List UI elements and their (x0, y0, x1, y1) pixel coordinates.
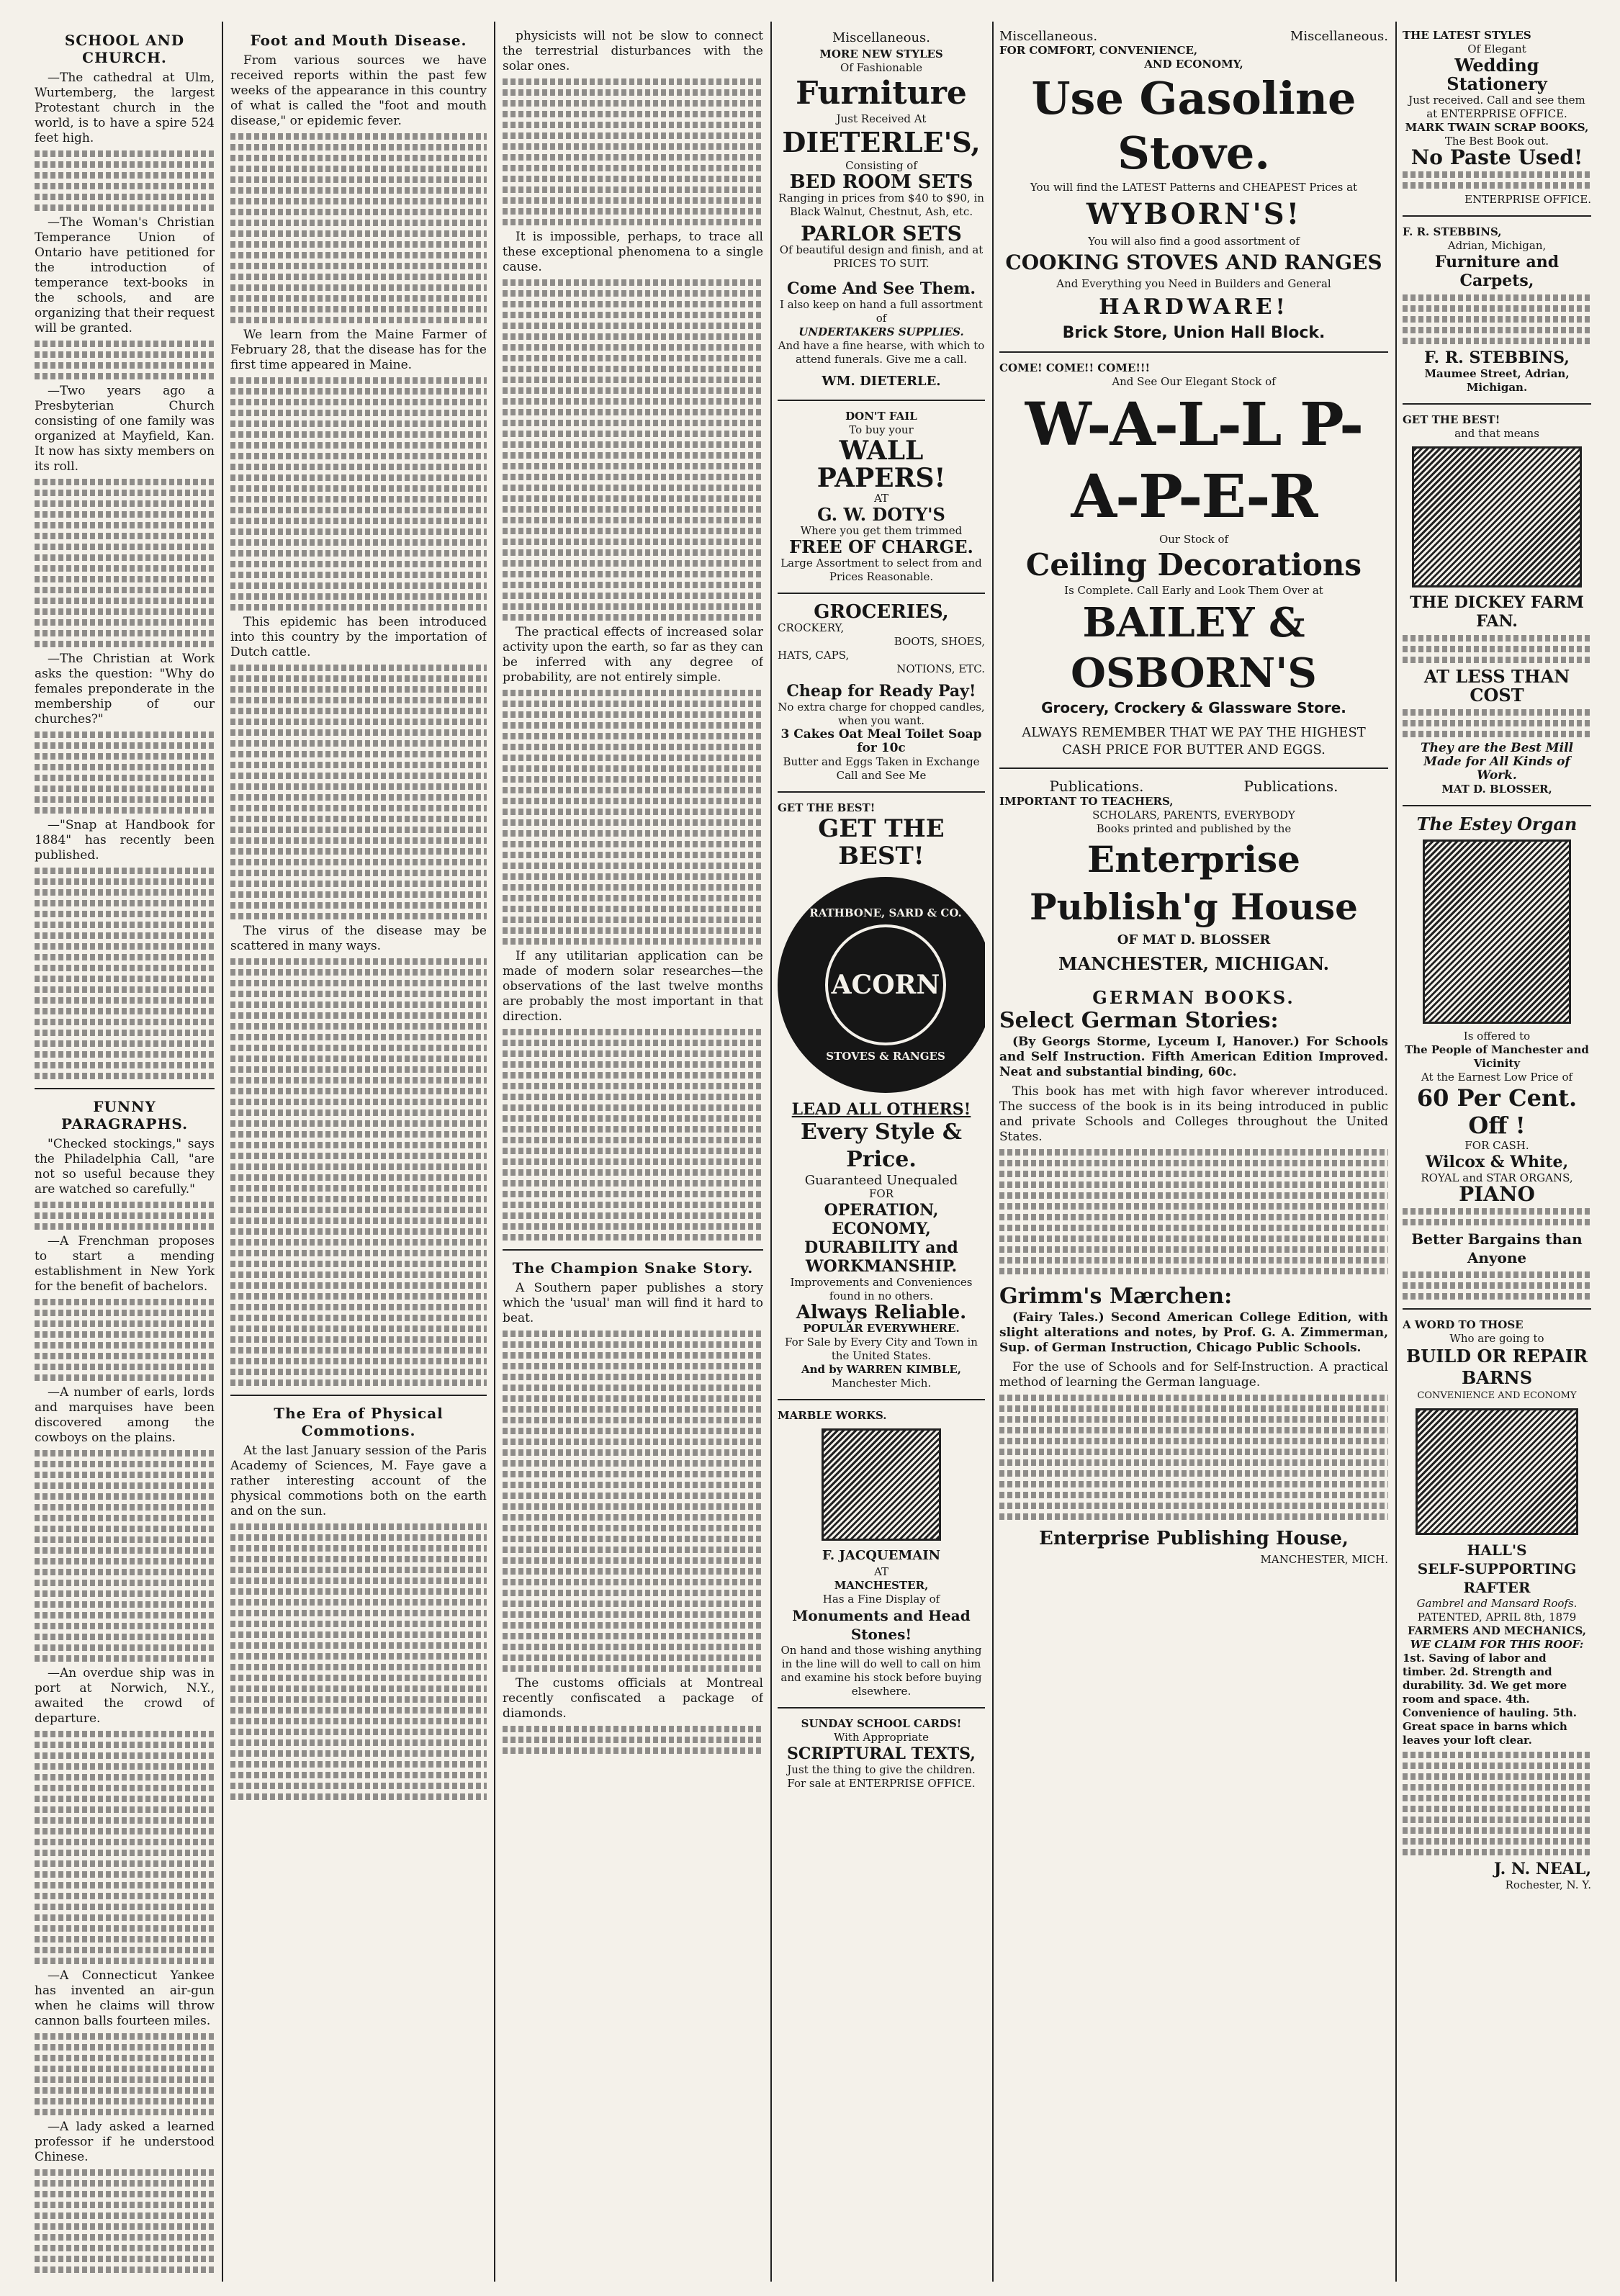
logo-text: STOVES & RANGES (826, 1050, 945, 1063)
section-label: Miscellaneous. (1290, 29, 1388, 44)
ad-text: Where you get them trimmed (800, 524, 963, 537)
column-6-ads (1403, 29, 1591, 2274)
ad-text: No extra charge for chopped candles, when you want. (778, 701, 985, 727)
ad-text: Who are going to (1449, 1332, 1544, 1345)
news-item: —"Snap at Handbook for 1884" has recently been published. (35, 818, 215, 863)
news-item: —A number of earls, lords and marquises have been discovered among the cowboys on the plains. (35, 1385, 215, 1445)
barn-engraving (1416, 1408, 1578, 1535)
ad-text: MANCHESTER, MICH. (1260, 1553, 1388, 1566)
news-item: "Checked stockings," says the Philadelphia Call, "are not so useful because they are watched so carefully." (35, 1137, 215, 1197)
news-item: —The cathedral at Ulm, Wurtemberg, the largest Protestant church in the world, is to have a spire 524 feet high. (35, 71, 215, 145)
ad-text: GET THE BEST! (1403, 413, 1500, 426)
ad-text: They are the Best Mill Made for All Kinds of Work. (1421, 741, 1573, 783)
ad-text: The Best Book out. (1444, 135, 1549, 148)
section-label: Publications. (1049, 778, 1144, 795)
news-item: —The Christian at Work asks the question: "Why do females preponderate in the membership of our churches?" (35, 652, 215, 726)
ad-headline: GET THE BEST! (818, 814, 945, 870)
ad-text: Is offered to (1463, 1030, 1531, 1043)
ad-text: IMPORTANT TO TEACHERS, (999, 795, 1174, 808)
news-item: —The Woman's Christian Temperance Union of Ontario have petitioned for the introduction of temperance text-books in the schools, and are organizing that their request will be granted. (35, 215, 215, 336)
ad-headline: Enterprise Publishing House, (1039, 1528, 1349, 1549)
ad-text: CROCKERY, (778, 621, 845, 634)
ad-headline: Select German Stories: (999, 1008, 1279, 1033)
ad-text: For Sale by Every City and Town in the United States. (785, 1336, 978, 1362)
column-rule (494, 22, 495, 2282)
ad-text: 3 Cakes Oat Meal Toilet Soap for 10c (780, 727, 982, 755)
ad-text: To buy your (849, 423, 914, 436)
ad-text: Of Elegant (1467, 42, 1526, 55)
ad-signature: J. N. NEAL, (1493, 1860, 1591, 1878)
ad-text: With Appropriate (833, 1731, 930, 1744)
ad-text: COME! COME!! COME!!! (999, 361, 1151, 374)
ad-text: BOOTS, SHOES, (894, 635, 985, 648)
ad-text: F. R. STEBBINS, (1403, 225, 1502, 238)
ad-text: DON'T FAIL (845, 410, 917, 423)
ad-headline: ECONOMY, (832, 1220, 931, 1238)
ad-headline: F. JACQUEMAIN (822, 1548, 941, 1563)
ad-headline: BUILD OR REPAIR BARNS (1405, 1346, 1588, 1388)
ad-text: HATS, CAPS, (778, 649, 850, 662)
ad-text: MARBLE WORKS. (778, 1409, 887, 1422)
news-item: The customs officials at Montreal recently confiscated a package of diamonds. (503, 1676, 763, 1721)
ad-headline: Cheap for Ready Pay! (786, 682, 976, 701)
ad-headline: Come And See Them. (786, 279, 976, 298)
news-item: The practical effects of increased solar activity upon the earth, so far as they can be inferred with any degree of probability, are not entirely simple. (503, 625, 763, 685)
ad-text: GET THE BEST! (778, 801, 876, 814)
section-heading: The Era of Physical Commotions. (274, 1405, 444, 1439)
ad-headline: HARDWARE! (1099, 294, 1289, 320)
ad-headline: Wilcox & White, (1425, 1153, 1569, 1171)
ad-text: And Everything you Need in Builders and General (1056, 277, 1331, 290)
ad-text: ALWAYS REMEMBER THAT WE PAY THE HIGHEST CASH PRICE FOR BUTTER AND EGGS. (1022, 725, 1366, 757)
column-rule (222, 22, 223, 2282)
ad-headline: FREE OF CHARGE. (789, 536, 973, 557)
ad-text: FOR CASH. (1464, 1139, 1529, 1152)
column-rule (992, 22, 994, 2282)
column-2 (230, 29, 487, 2274)
ad-text: Gambrel and Mansard Roofs. (1416, 1597, 1578, 1610)
ad-headline: Every Style & Price. (800, 1120, 963, 1172)
logo-text: RATHBONE, SARD & CO. (809, 906, 962, 919)
ad-text: Large Assortment to select from and Prices Reasonable. (780, 557, 982, 583)
ad-headline: PIANO (1459, 1182, 1535, 1206)
ad-text: Guaranteed Unequaled (804, 1173, 958, 1188)
ad-headline: SCRIPTURAL TEXTS, (787, 1744, 976, 1763)
ad-headline: Better Bargains than Anyone (1411, 1230, 1583, 1266)
news-item: physicists will not be slow to connect the terrestrial disturbances with the solar ones. (503, 29, 763, 73)
news-item: —Two years ago a Presbyterian Church consisting of one family was organized at Mayfield, Kan. It now has sixty members on its roll. (35, 384, 215, 474)
ad-headline: Wedding Stationery (1446, 55, 1547, 94)
ad-headline: GERMAN BOOKS. (1092, 987, 1295, 1008)
column-1 (35, 29, 215, 2274)
ad-text: The People of Manchester and Vicinity (1405, 1043, 1589, 1070)
news-item: This epidemic has been introduced into this country by the importation of Dutch cattle. (230, 615, 487, 659)
ad-headline: Brick Store, Union Hall Block. (1062, 324, 1326, 342)
ad-headline: WORKMANSHIP. (805, 1257, 958, 1276)
ad-text: OF MAT D. BLOSSER (1117, 932, 1271, 947)
ad-text: FARMERS AND MECHANICS, (1408, 1624, 1586, 1637)
column-3 (503, 29, 763, 2274)
ad-headline: Furniture (796, 75, 967, 112)
ad-headline: No Paste Used! (1410, 145, 1583, 169)
ad-text: Our Stock of (1158, 533, 1229, 546)
ad-headline: WALL PAPERS! (816, 436, 946, 493)
news-item: —A lady asked a learned professor if he understood Chinese. (35, 2120, 215, 2164)
ad-headline: Enterprise Publish'g House (1030, 838, 1358, 928)
news-item: If any utilitarian application can be made of modern solar researches—the observations of the last twelve months are probably the most important in that direction. (503, 949, 763, 1024)
ad-headline: Monuments and Head Stones! (792, 1607, 971, 1643)
ad-text: Just the thing to give the children. For sale at ENTERPRISE OFFICE. (787, 1763, 976, 1790)
ad-text: Manchester Mich. (831, 1377, 932, 1390)
fanning-mill-engraving (1412, 446, 1582, 587)
ad-signature: WM. DIETERLE. (822, 374, 941, 389)
ad-headline: Use Gasoline Stove. (1031, 72, 1356, 179)
ad-text: And by WARREN KIMBLE, (801, 1363, 962, 1376)
ad-text: ROYAL and STAR ORGANS, (1421, 1171, 1573, 1184)
ad-text: Call and See Me (836, 769, 927, 782)
section-label: Miscellaneous. (999, 29, 1098, 44)
ad-text: FOR (869, 1187, 894, 1200)
ad-text: A WORD TO THOSE (1403, 1318, 1524, 1331)
ad-text: MAT D. BLOSSER, (1441, 783, 1552, 796)
section-heading: FUNNY PARAGRAPHS. (60, 1098, 189, 1133)
column-4-ads (778, 29, 985, 2274)
ad-text: This book has met with high favor wherever introduced. The success of the book is in its being introduced in public and private Schools and Colleges throughout the United States. (999, 1084, 1388, 1144)
ad-text: CONVENIENCE AND ECONOMY (1417, 1390, 1577, 1401)
ad-text: Just received. Call and see them at ENTERPRISE OFFICE. (1408, 94, 1585, 120)
ad-headline: OPERATION, (824, 1201, 939, 1220)
section-heading: Foot and Mouth Disease. (250, 32, 467, 49)
column-rule (770, 22, 772, 2282)
ad-text: Ranging in prices from $40 to $90, in Black Walnut, Chestnut, Ash, etc. (778, 192, 984, 218)
column-5-ads (999, 29, 1388, 2274)
ad-text: Is Complete. Call Early and Look Them Over at (1064, 584, 1323, 597)
ad-headline: Ceiling Decorations (1025, 547, 1362, 582)
ad-text: I also keep on hand a full assortment of (780, 298, 983, 325)
ad-text: You will find the LATEST Patterns and CHEAPEST Prices at (1030, 181, 1358, 194)
ad-text: FOR COMFORT, CONVENIENCE, (999, 44, 1198, 57)
ad-text: AND ECONOMY, (1144, 58, 1243, 71)
section-label: Publications. (1243, 778, 1338, 795)
ad-text: Books printed and published by the (1096, 822, 1292, 835)
ad-text: AT (873, 1565, 889, 1578)
ad-text: Just Received At (836, 112, 927, 125)
ad-text: Of Fashionable (840, 61, 923, 74)
ad-headline: Grimm's Mærchen: (999, 1284, 1233, 1309)
news-item: The virus of the disease may be scattered in many ways. (230, 924, 487, 953)
news-item: —A Frenchman proposes to start a mending establishment in New York for the benefit of bachelors. (35, 1234, 215, 1294)
ad-text: UNDERTAKERS SUPPLIES. (798, 325, 964, 338)
ad-text: PATENTED, APRIL 8th, 1879 (1417, 1611, 1577, 1624)
ad-text: (Fairy Tales.) Second American College Edition, with slight alterations and notes, by Prof. G. A. Zimmerman, Sup. of German Instruction, Chicago Public Schools. (999, 1310, 1388, 1355)
ad-text: NOTIONS, ETC. (896, 662, 985, 675)
ad-text: MORE NEW STYLES (819, 48, 943, 60)
news-item: It is impossible, perhaps, to trace all these exceptional phenomena to a single cause. (503, 230, 763, 274)
ad-text: and that means (1454, 427, 1539, 440)
section-label: Miscellaneous. (832, 30, 931, 45)
ad-text: On hand and those wishing anything in the line will do well to call on him and examine his stock before buying elsewhere. (780, 1644, 982, 1698)
ad-headline: PARLOR SETS (801, 222, 962, 246)
ad-text: MANCHESTER, (834, 1579, 929, 1592)
ad-text: Rochester, N. Y. (1505, 1878, 1591, 1891)
ad-headline: W-A-L-L P-A-P-E-R (1025, 390, 1363, 531)
section-heading: SCHOOL AND CHURCH. (64, 32, 185, 66)
ad-text: Maumee Street, Adrian, Michigan. (1424, 367, 1570, 394)
ad-headline: DIETERLE'S, (782, 126, 981, 158)
ad-text: 1st. Saving of labor and timber. 2d. Strength and durability. 3d. We get more room and space. 4th. Convenience of hauling. 5th. Great space in barns which leaves your loft clear. (1403, 1652, 1577, 1747)
ad-headline: LEAD ALL OTHERS! (791, 1100, 971, 1119)
ad-text: ENTERPRISE OFFICE. (1464, 193, 1591, 206)
ad-headline: AT LESS THAN COST (1423, 666, 1570, 706)
news-item: A Southern paper publishes a story which the 'usual' man will find it hard to beat. (503, 1281, 763, 1325)
ad-text: Has a Fine Display of (822, 1593, 940, 1606)
ad-text: Consisting of (845, 159, 917, 172)
logo-acorn: ACORN (825, 924, 946, 1045)
ad-headline: 60 Per Cent. Off ! (1416, 1084, 1578, 1139)
ad-headline: G. W. DOTY'S (817, 504, 945, 525)
news-item: We learn from the Maine Farmer of February 28, that the disease has for the first time appeared in Maine. (230, 328, 487, 372)
ad-text: Of beautiful design and finish, and at PRICES TO SUIT. (779, 243, 984, 270)
ad-text: Adrian, Michigan, (1447, 239, 1547, 252)
ad-headline: The Estey Organ (1416, 814, 1578, 834)
news-item: —An overdue ship was in port at Norwich, N.Y., awaited the crowd of departure. (35, 1666, 215, 1726)
ad-headline: Furniture and Carpets, (1434, 253, 1560, 290)
ad-text: And have a fine hearse, with which to attend funerals. Give me a call. (778, 339, 985, 366)
ad-text: (By Georgs Storme, Lyceum I, Hanover.) For Schools and Self Instruction. Fifth American Edition Improved. Neat and substantial binding, 60c. (999, 1035, 1388, 1079)
ad-headline: DURABILITY and (804, 1238, 958, 1257)
ad-text: Butter and Eggs Taken in Exchange (783, 755, 980, 768)
ad-text: Improvements and Conveniences found in no others. (790, 1276, 973, 1302)
ad-text: And See Our Elegant Stock of (1112, 375, 1276, 388)
organ-engraving (1423, 839, 1571, 1024)
ad-headline: MANCHESTER, MICHIGAN. (1058, 953, 1329, 974)
ad-headline: WYBORN'S! (1086, 197, 1302, 231)
ad-text: At the Earnest Low Price of (1421, 1071, 1573, 1084)
ad-headline: Always Reliable. (796, 1302, 967, 1323)
ad-text: SCHOLARS, PARENTS, EVERYBODY (1092, 809, 1295, 821)
ad-headline: SELF-SUPPORTING RAFTER (1417, 1560, 1577, 1596)
ad-headline: F. R. STEBBINS, (1424, 348, 1570, 367)
ad-text: WE CLAIM FOR THIS ROOF: (1410, 1638, 1584, 1651)
ad-headline: COOKING STOVES AND RANGES (1005, 251, 1382, 274)
ad-text: MARK TWAIN SCRAP BOOKS, (1405, 121, 1589, 134)
ad-text: For the use of Schools and for Self-Instruction. A practical method of learning the German language. (999, 1360, 1388, 1390)
monument-engraving (822, 1428, 941, 1541)
ad-text: You will also find a good assortment of (1088, 235, 1300, 248)
ad-headline: THE DICKEY FARM FAN. (1410, 593, 1584, 631)
news-item: At the last January session of the Paris Academy of Sciences, M. Faye gave a rather interesting account of the physical commotions both on the earth and on the sun. (230, 1444, 487, 1518)
ad-text: THE LATEST STYLES (1403, 29, 1531, 42)
ad-headline: HALL'S (1467, 1541, 1527, 1559)
ad-headline: BAILEY & OSBORN'S (1071, 599, 1317, 697)
news-item: From various sources we have received reports within the past few weeks of the appearance in this country of what is called the "foot and mouth disease," or epidemic fever. (230, 53, 487, 128)
section-heading: The Champion Snake Story. (512, 1259, 754, 1277)
news-item: —A Connecticut Yankee has invented an air-gun when he claims will throw cannon balls fourteen miles. (35, 1968, 215, 2028)
ad-headline: GROCERIES, (814, 601, 949, 623)
ad-text: POPULAR EVERYWHERE. (803, 1322, 960, 1335)
ad-text: AT (873, 492, 889, 505)
acorn-stove-logo (778, 877, 985, 1093)
column-rule (1395, 22, 1397, 2282)
ad-headline: BED ROOM SETS (789, 171, 973, 193)
ad-text: SUNDAY SCHOOL CARDS! (801, 1717, 962, 1730)
ad-headline: Grocery, Crockery & Glassware Store. (1041, 699, 1346, 716)
